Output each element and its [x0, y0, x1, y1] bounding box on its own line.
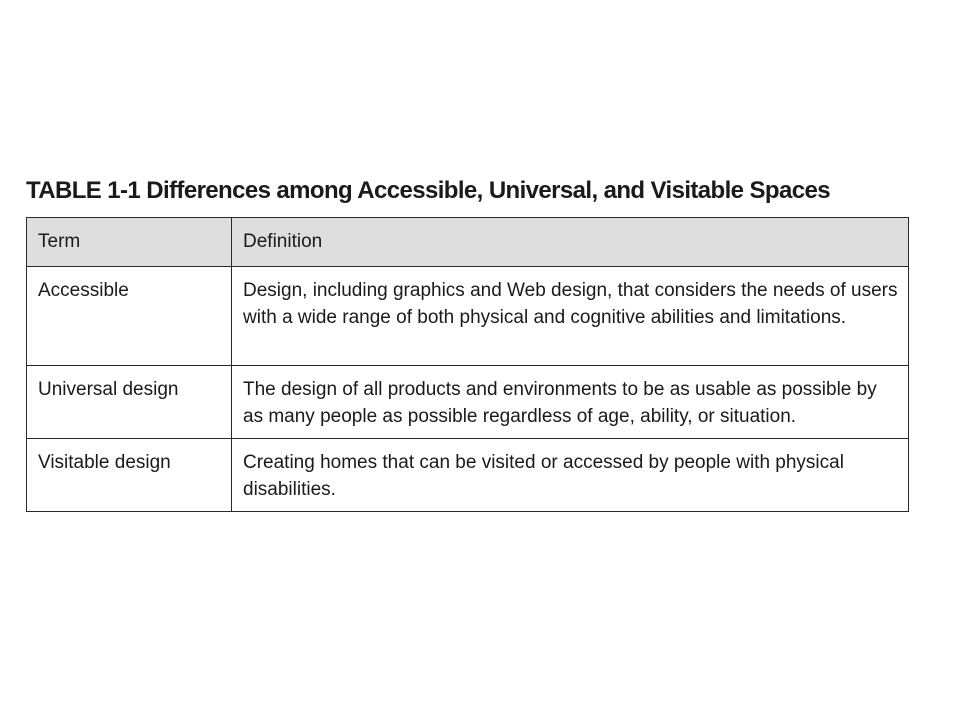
- term-cell: Accessible: [27, 267, 232, 366]
- table-header: [27, 218, 909, 267]
- term-cell: Visitable design: [27, 439, 232, 512]
- table-row: [27, 267, 909, 366]
- table-body: [27, 267, 909, 512]
- table-row: [27, 439, 909, 512]
- definitions-table-container: [26, 217, 908, 512]
- definitions-table: [26, 217, 909, 512]
- definition-cell: Creating homes that can be visited or accessed by people with physical disabilities.: [232, 439, 909, 512]
- table-row: [27, 366, 909, 439]
- term-cell: Universal design: [27, 366, 232, 439]
- table-title: TABLE 1-1 Differences among Accessible, Universal, and Visitable Spaces: [26, 177, 830, 204]
- header-definition: Definition: [232, 218, 909, 267]
- header-term: Term: [27, 218, 232, 267]
- definition-cell: The design of all products and environments to be as usable as possible by as many people as possible regardless of age, ability, or situation.: [232, 366, 909, 439]
- definition-cell: Design, including graphics and Web design, that considers the needs of users with a wide range of both physical and cognitive abilities and limitations.: [232, 267, 909, 366]
- header-row: [27, 218, 909, 267]
